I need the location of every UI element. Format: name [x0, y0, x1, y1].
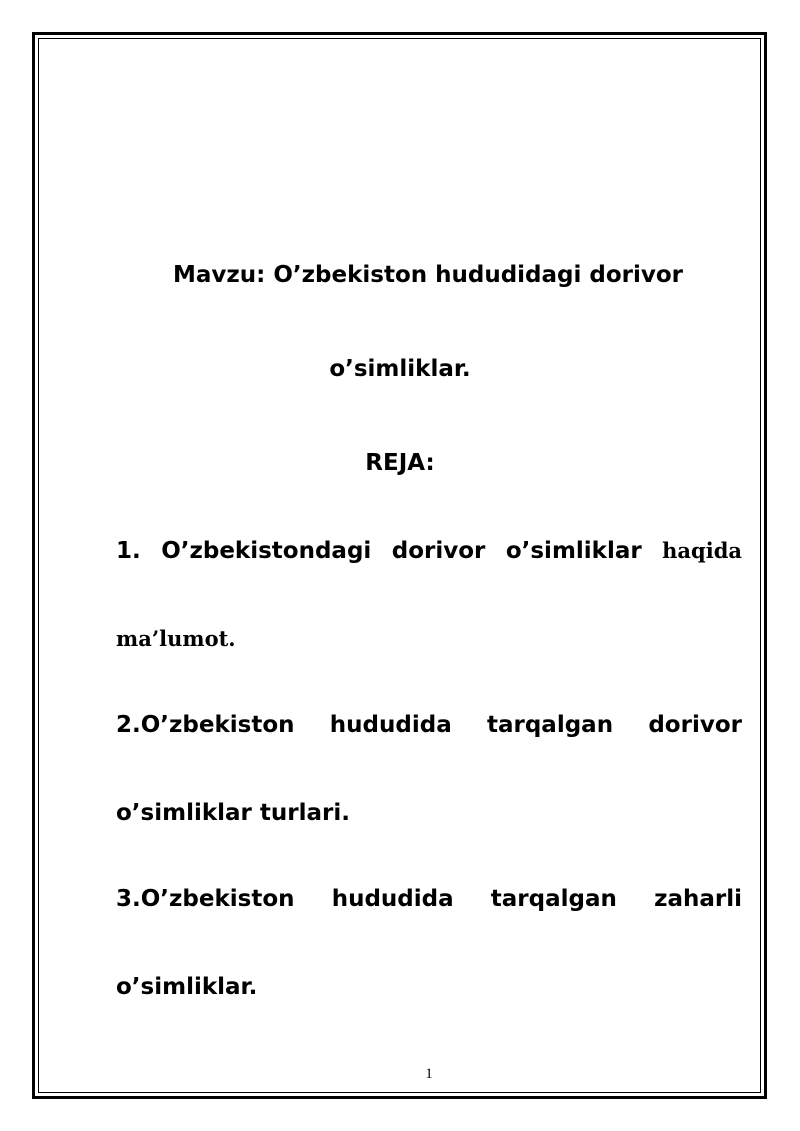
page-border-inner — [38, 38, 761, 1093]
plan-item-1-word: o’simliklar — [505, 538, 642, 564]
plan-item-3-line-2: o’simliklar. — [116, 974, 258, 1000]
topic-title-line-1: Mavzu: O’zbekiston hududidagi dorivor — [172, 262, 684, 288]
plan-item-2-word: 2.O’zbekiston — [116, 712, 295, 738]
page-number: 1 — [425, 1066, 433, 1082]
plan-item-3-word: 3.O’zbekiston — [116, 886, 295, 912]
plan-item-1-line-1 — [116, 538, 742, 564]
plan-item-2-word: tarqalgan — [486, 712, 614, 738]
plan-item-3-word: zaharli — [654, 886, 742, 912]
topic-title-line-2: o’simliklar. — [329, 356, 471, 382]
plan-item-3-word: hududida — [331, 886, 454, 912]
plan-item-1-line-2: ma’lumot. — [116, 626, 236, 651]
plan-item-1-word: dorivor — [391, 538, 486, 564]
plan-item-1-word: O’zbekistondagi — [161, 538, 372, 564]
plan-item-3-line-1 — [116, 886, 742, 912]
plan-item-2-word: hududida — [329, 712, 452, 738]
plan-heading: REJA: — [365, 450, 435, 476]
plan-item-3-word: tarqalgan — [490, 886, 617, 912]
plan-item-2-line-2: o’simliklar turlari. — [116, 800, 350, 826]
plan-item-2-word: dorivor — [648, 712, 742, 738]
plan-item-2-line-1 — [116, 712, 742, 738]
plan-item-1-word: 1. — [116, 538, 141, 564]
plan-item-1-word: haqida — [662, 538, 742, 563]
